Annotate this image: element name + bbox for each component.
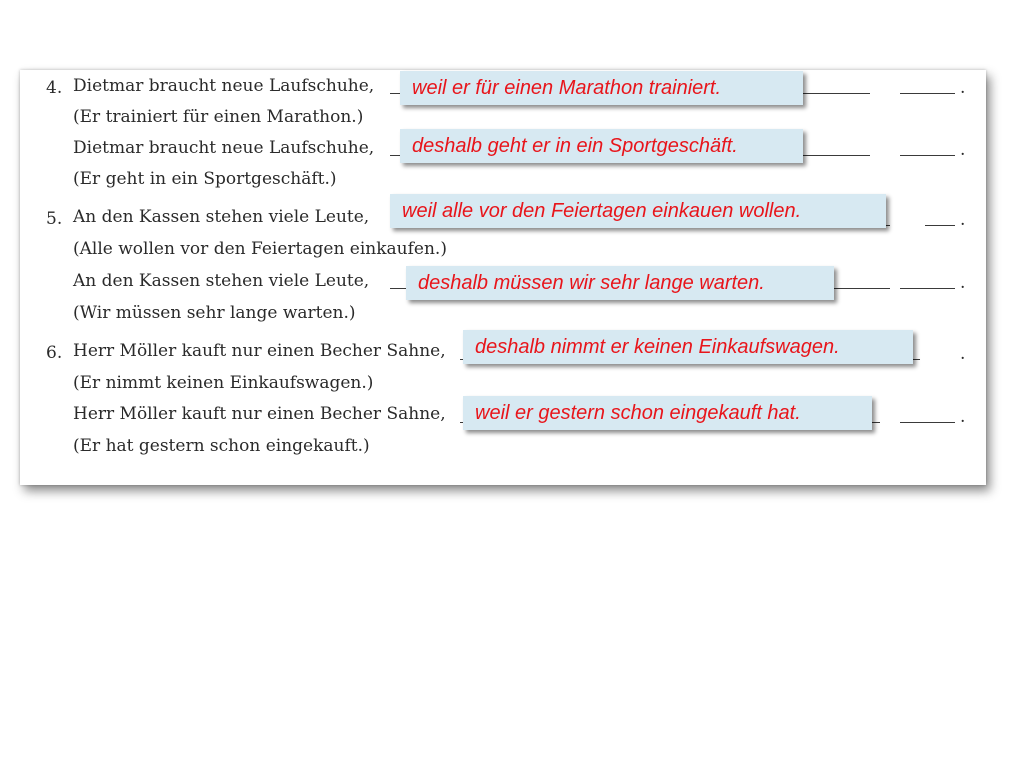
sentence-stem: Herr Möller kauft nur einen Becher Sahne,: [73, 404, 446, 424]
exercise-number: 4.: [46, 78, 63, 98]
end-period: .: [960, 78, 966, 98]
sentence-hint: (Alle wollen vor den Feiertagen einkaufen.): [73, 239, 447, 259]
sentence-stem: Herr Möller kauft nur einen Becher Sahne,: [73, 341, 446, 361]
end-period: .: [960, 210, 966, 230]
sentence-hint: (Er hat gestern schon eingekauft.): [73, 436, 370, 456]
answer-box[interactable]: deshalb geht er in ein Sportgeschäft.: [400, 129, 803, 163]
answer-rule: [900, 288, 955, 289]
answer-box[interactable]: deshalb müssen wir sehr lange warten.: [406, 266, 834, 300]
sentence-stem: Dietmar braucht neue Laufschuhe,: [73, 138, 375, 158]
end-period: .: [960, 273, 966, 293]
answer-box[interactable]: weil alle vor den Feiertagen einkauen wollen.: [390, 194, 886, 228]
end-period: .: [960, 407, 966, 427]
answer-box[interactable]: deshalb nimmt er keinen Einkaufswagen.: [463, 330, 913, 364]
answer-rule: [925, 225, 955, 226]
answer-rule: [900, 422, 955, 423]
exercise-number: 5.: [46, 209, 63, 229]
exercise-number: 6.: [46, 343, 63, 363]
answer-box[interactable]: weil er für einen Marathon trainiert.: [400, 71, 803, 105]
sentence-hint: (Wir müssen sehr lange warten.): [73, 303, 356, 323]
sentence-stem: An den Kassen stehen viele Leute,: [73, 207, 370, 227]
sentence-stem: Dietmar braucht neue Laufschuhe,: [73, 76, 375, 96]
end-period: .: [960, 344, 966, 364]
answer-rule: [900, 93, 955, 94]
sentence-hint: (Er trainiert für einen Marathon.): [73, 107, 364, 127]
end-period: .: [960, 140, 966, 160]
sentence-hint: (Er nimmt keinen Einkaufswagen.): [73, 373, 374, 393]
sentence-hint: (Er geht in ein Sportgeschäft.): [73, 169, 337, 189]
answer-rule: [900, 155, 955, 156]
answer-box[interactable]: weil er gestern schon eingekauft hat.: [463, 396, 872, 430]
sentence-stem: An den Kassen stehen viele Leute,: [73, 271, 370, 291]
